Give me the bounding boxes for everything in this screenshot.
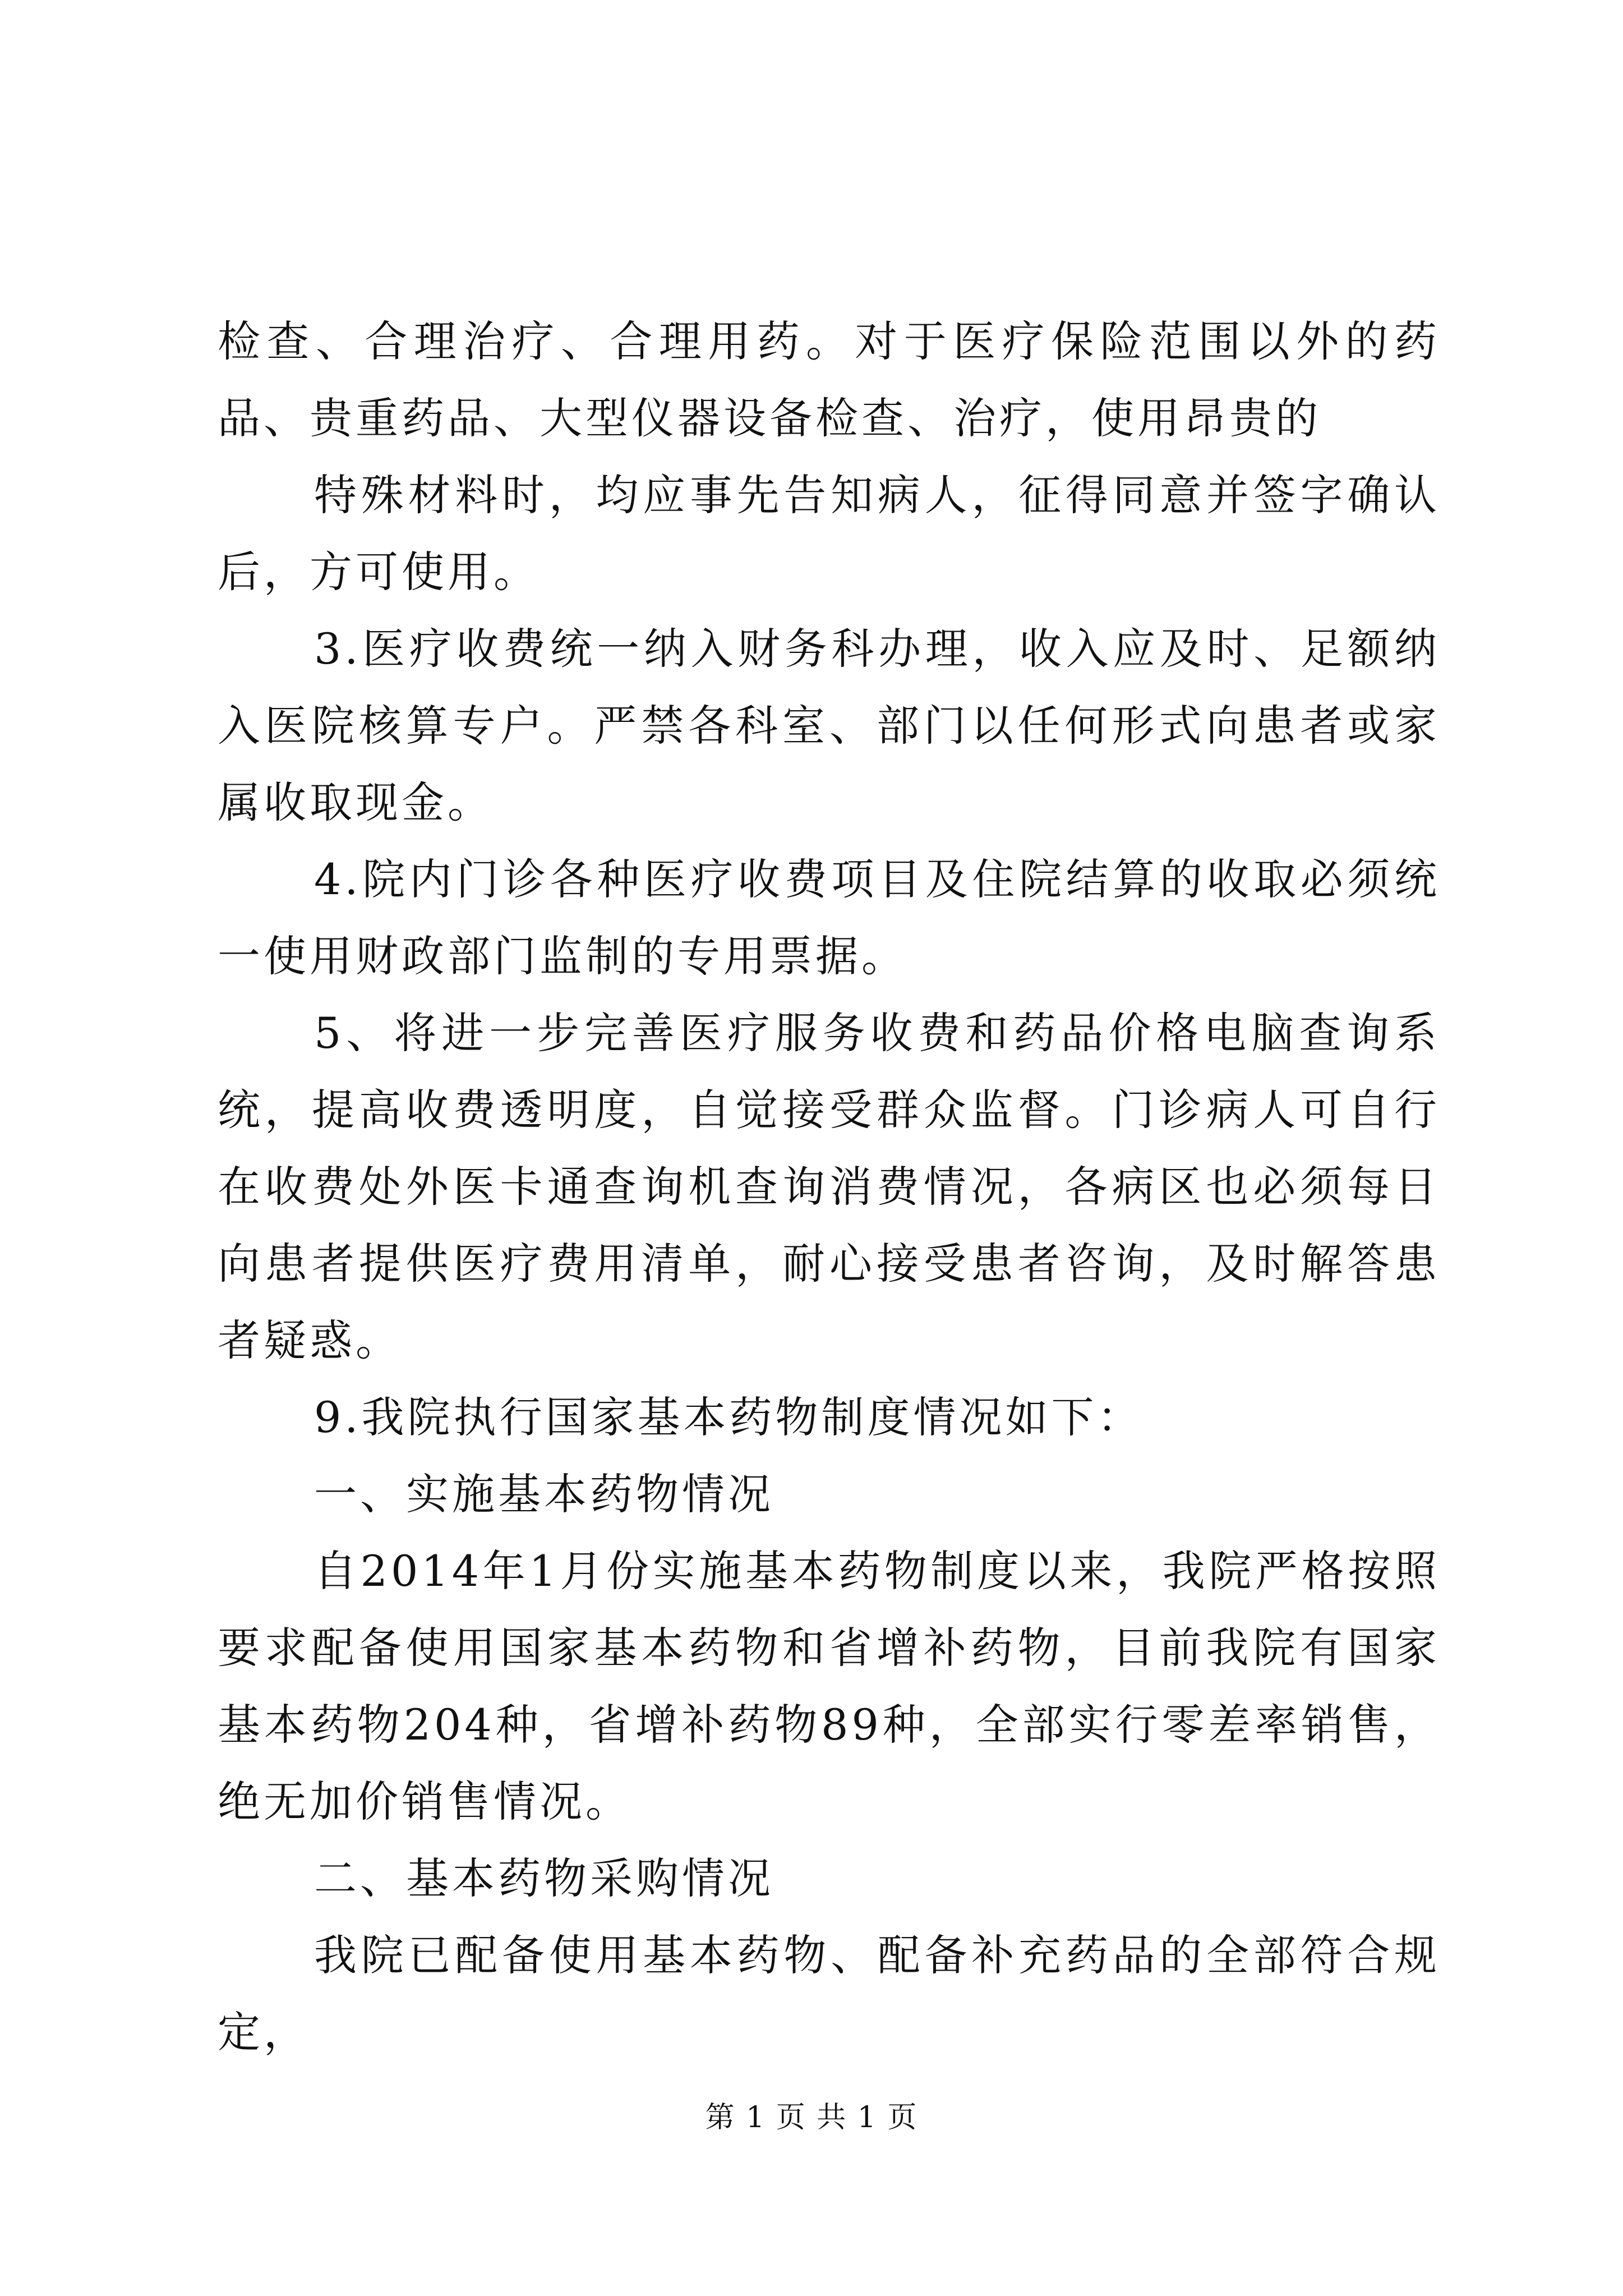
section-heading-2: 二、基本药物采购情况 bbox=[314, 1853, 774, 1903]
paragraph-1: 检查、合理治疗、合理用药。对于医疗保险范围以外的药品、贵重药品、大型仪器设备检查、治疗，使用昂贵的 bbox=[218, 316, 1440, 443]
document-body bbox=[218, 303, 1440, 2070]
paragraph-3: 3.医疗收费统一纳入财务科办理，收入应及时、足额纳入医院核算专户。严禁各科室、部门以任何形式向患者或家属收取现金。 bbox=[218, 624, 1440, 827]
paragraph-6: 9.我院执行国家基本药物制度情况如下： bbox=[314, 1392, 1144, 1442]
paragraph-8: 我院已配备使用基本药物、配备补充药品的全部符合规定， bbox=[218, 1930, 1440, 2057]
section-heading-1: 一、实施基本药物情况 bbox=[314, 1469, 774, 1519]
paragraph-2: 特殊材料时，均应事先告知病人，征得同意并签字确认后，方可使用。 bbox=[218, 470, 1440, 597]
paragraph-5: 5、将进一步完善医疗服务收费和药品价格电脑查询系统，提高收费透明度，自觉接受群众监督。门诊病人可自行在收费处外医卡通查询机查询消费情况，各病区也必须每日向患者提供医疗费用清单，耐心接受患者咨询，及时解答患者疑惑。 bbox=[218, 1008, 1440, 1365]
paragraph-7: 自2014年1月份实施基本药物制度以来，我院严格按照要求配备使用国家基本药物和省增补药物，目前我院有国家基本药物204种，省增补药物89种，全部实行零差率销售，绝无加价销售情况。 bbox=[218, 1546, 1440, 1826]
paragraph-4: 4.院内门诊各种医疗收费项目及住院结算的收取必须统一使用财政部门监制的专用票据。 bbox=[218, 854, 1440, 981]
page-footer: 第 1 页 共 1 页 bbox=[705, 2101, 918, 2134]
